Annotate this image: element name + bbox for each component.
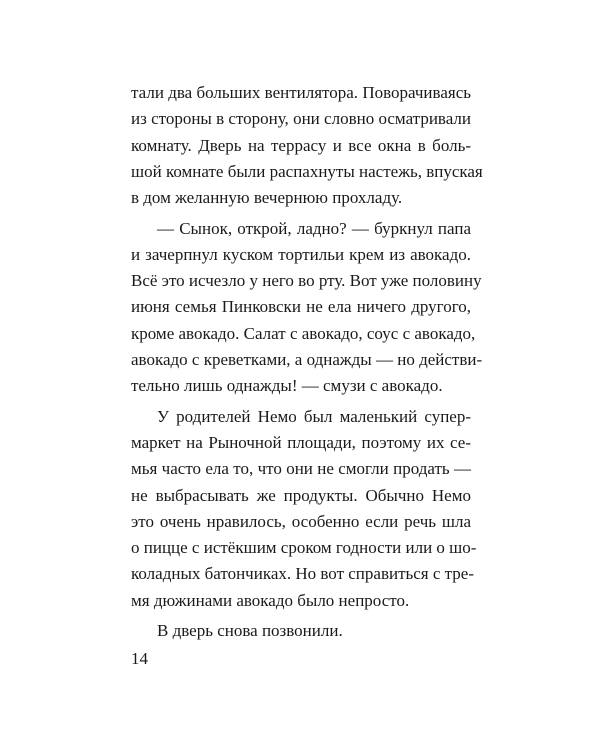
text-line: о пицце с истёкшим сроком годности или о шо-: [131, 538, 477, 557]
text-line: Всё это исчезло у него во рту. Вот уже половину: [131, 271, 482, 290]
text-line: тали два больших вентилятора. Поворачиваясь: [131, 83, 471, 102]
paragraph-first-line: В дверь снова позвонили.: [157, 621, 343, 640]
text-line: и зачерпнул куском тортильи крем из авокадо.: [131, 245, 471, 264]
text-line: не выбрасывать же продукты. Обычно Немо: [131, 486, 471, 505]
text-line: июня семья Пинковски не ела ничего другого,: [131, 297, 471, 316]
text-line: это очень нравилось, особенно если речь шла: [131, 512, 471, 531]
text-line: авокадо с креветками, а однажды — но действи-: [131, 350, 483, 369]
paragraph-first-line: У родителей Немо был маленький супер-: [157, 407, 471, 426]
page-number: 14: [131, 649, 148, 668]
text-line: маркет на Рыночной площади, поэтому их се-: [131, 433, 471, 452]
text-line: в дом желанную вечернюю прохладу.: [131, 188, 403, 207]
paragraph-first-line: — Сынок, открой, ладно? — буркнул папа: [157, 219, 471, 238]
text-line: комнату. Дверь на террасу и все окна в боль-: [131, 136, 471, 155]
text-line: шой комнате были распахнуты настежь, впуская: [131, 162, 483, 181]
text-line: тельно лишь однажды! — смузи с авокадо.: [131, 376, 443, 395]
text-line: кроме авокадо. Салат с авокадо, соус с авокадо,: [131, 324, 476, 343]
text-line: мя дюжинами авокадо было непросто.: [131, 591, 410, 610]
text-line: мья часто ела то, что они не смогли продать —: [131, 459, 471, 478]
text-line: коладных батончиках. Но вот справиться с тре-: [131, 564, 475, 583]
text-line: из стороны в сторону, они словно осматривали: [131, 109, 471, 128]
